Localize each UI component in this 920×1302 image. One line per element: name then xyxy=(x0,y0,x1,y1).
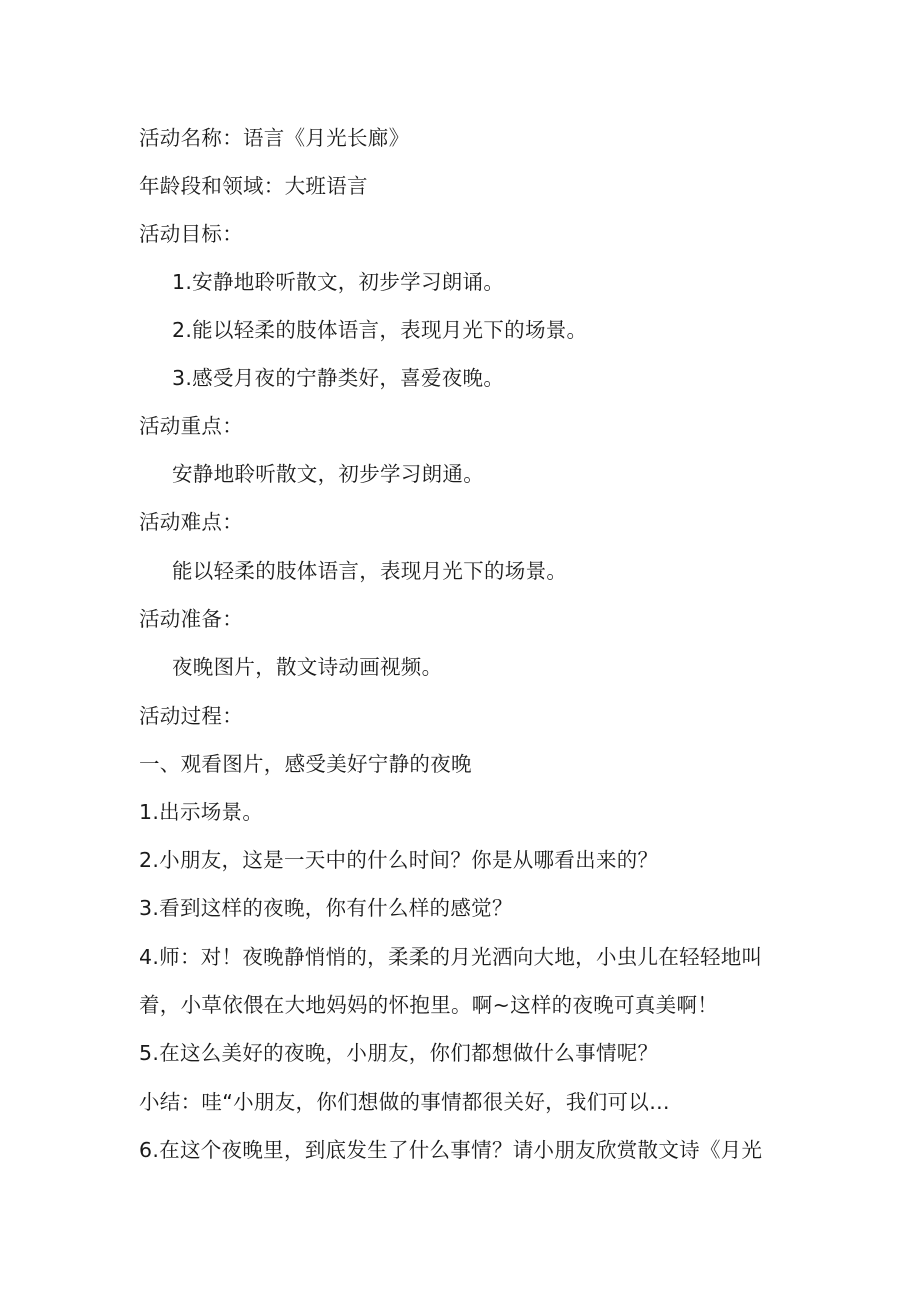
activity-name-line: 活动名称：语言《月光长廊》 xyxy=(139,126,410,150)
difficulties-text: 能以轻柔的肢体语言，表现月光下的场景。 xyxy=(172,559,568,583)
process-step-5: 5.在这么美好的夜晚，小朋友，你们都想做什么事情呢？ xyxy=(139,1041,659,1065)
process-heading: 活动过程： xyxy=(139,704,243,728)
age-domain-line: 年龄段和领域：大班语言 xyxy=(139,174,368,198)
goal-item-3: 3.感受月夜的宁静类好，喜爱夜晚。 xyxy=(172,366,505,390)
process-step-4-line-1: 4.师：对！夜晚静悄悄的，柔柔的月光洒向大地，小虫儿在轻轻地叫 xyxy=(139,945,763,969)
process-summary: 小结：哇“小朋友，你们想做的事情都很关好，我们可以… xyxy=(139,1090,670,1114)
process-section-1-title: 一、观看图片，感受美好宁静的夜晚 xyxy=(139,752,472,776)
process-step-6: 6.在这个夜晚里，到底发生了什么事情？请小朋友欣赏散文诗《月光 xyxy=(139,1138,763,1162)
process-step-4-line-2: 着，小草依偎在大地妈妈的怀抱里。啊~这样的夜晚可真美啊！ xyxy=(139,993,719,1017)
key-points-text: 安静地聆听散文，初步学习朗通。 xyxy=(172,462,484,486)
process-step-2: 2.小朋友，这是一天中的什么时间？你是从哪看出来的？ xyxy=(139,848,659,872)
goals-heading: 活动目标： xyxy=(139,222,243,246)
process-step-3: 3.看到这样的夜晚，你有什么样的感觉？ xyxy=(139,896,513,920)
process-step-1: 1.出示场景。 xyxy=(139,800,264,824)
difficulties-heading: 活动难点： xyxy=(139,510,243,534)
preparation-text: 夜晚图片，散文诗动画视频。 xyxy=(172,655,443,679)
key-points-heading: 活动重点： xyxy=(139,414,243,438)
preparation-heading: 活动准备： xyxy=(139,607,243,631)
goal-item-2: 2.能以轻柔的肢体语言，表现月光下的场景。 xyxy=(172,318,588,342)
goal-item-1: 1.安静地聆听散文，初步学习朗诵。 xyxy=(172,270,505,294)
